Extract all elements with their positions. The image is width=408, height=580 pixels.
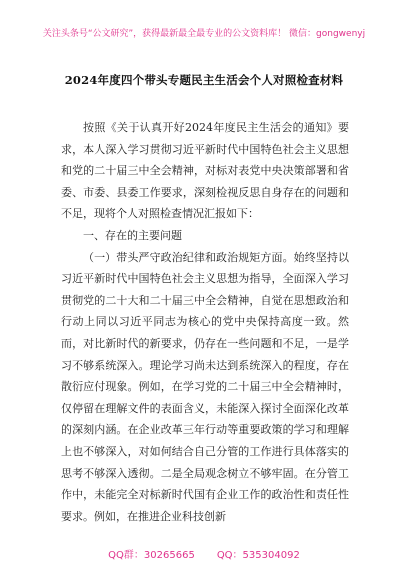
- point-one-paragraph: （一）带头严守政治纪律和政治规矩方面。始终坚持以习近平新时代中国特色社会主义思想为指导，全面深入学习贯彻党的二十大和二十届三中全会精神，自觉在思想政治和行动上同以习近平同志为核心的党中央保持高度一致。然而，对比新时代的新要求，仍存在一些问题和不足，一是学习不够系统深入。理论学习尚未达到系统深入的程度，存在散衍应付现象。例如，在学习党的二十届三中全会精神时，仅停留在理解文件的表面含义，未能深入探讨全面深化改革的深刻内涵。在企业改革三年行动等重要政策的学习和理解上也不够深入，对如何结合自己分管的工作进行具体落实的思考不够深入透彻。二是全局观念树立不够牢固。在分管工作中，未能完全对标新时代国有企业工作的政治性和责任性要求。例如，在推进企业科技创新: [61, 250, 349, 523]
- contact-footer: [0, 546, 408, 561]
- intro-paragraph: 按照《关于认真开好2024年度民主生活会的通知》要求，本人深入学习贯彻习近平新时代中国特色社会主义思想和党的二十届三中全会精神，对标对表党中央决策部署和省委、市委、县委工作要求，深刻检视反思自身存在的问题和不足，现将个人对照检查情况汇报如下：: [61, 121, 349, 221]
- document-title: 2024年度四个带头专题民主生活会个人对照检查材料: [64, 73, 344, 87]
- promo-banner: 关注头条号“公文研究”，获得最新最全最专业的公文资料库！ 微信：gongwenyj: [42, 29, 366, 39]
- document-body: [61, 117, 349, 527]
- section-heading: 一、存在的主要问题: [83, 228, 182, 242]
- qq-group-number: QQ群：30265665: [108, 550, 195, 561]
- qq-number: QQ：535304092: [216, 550, 300, 561]
